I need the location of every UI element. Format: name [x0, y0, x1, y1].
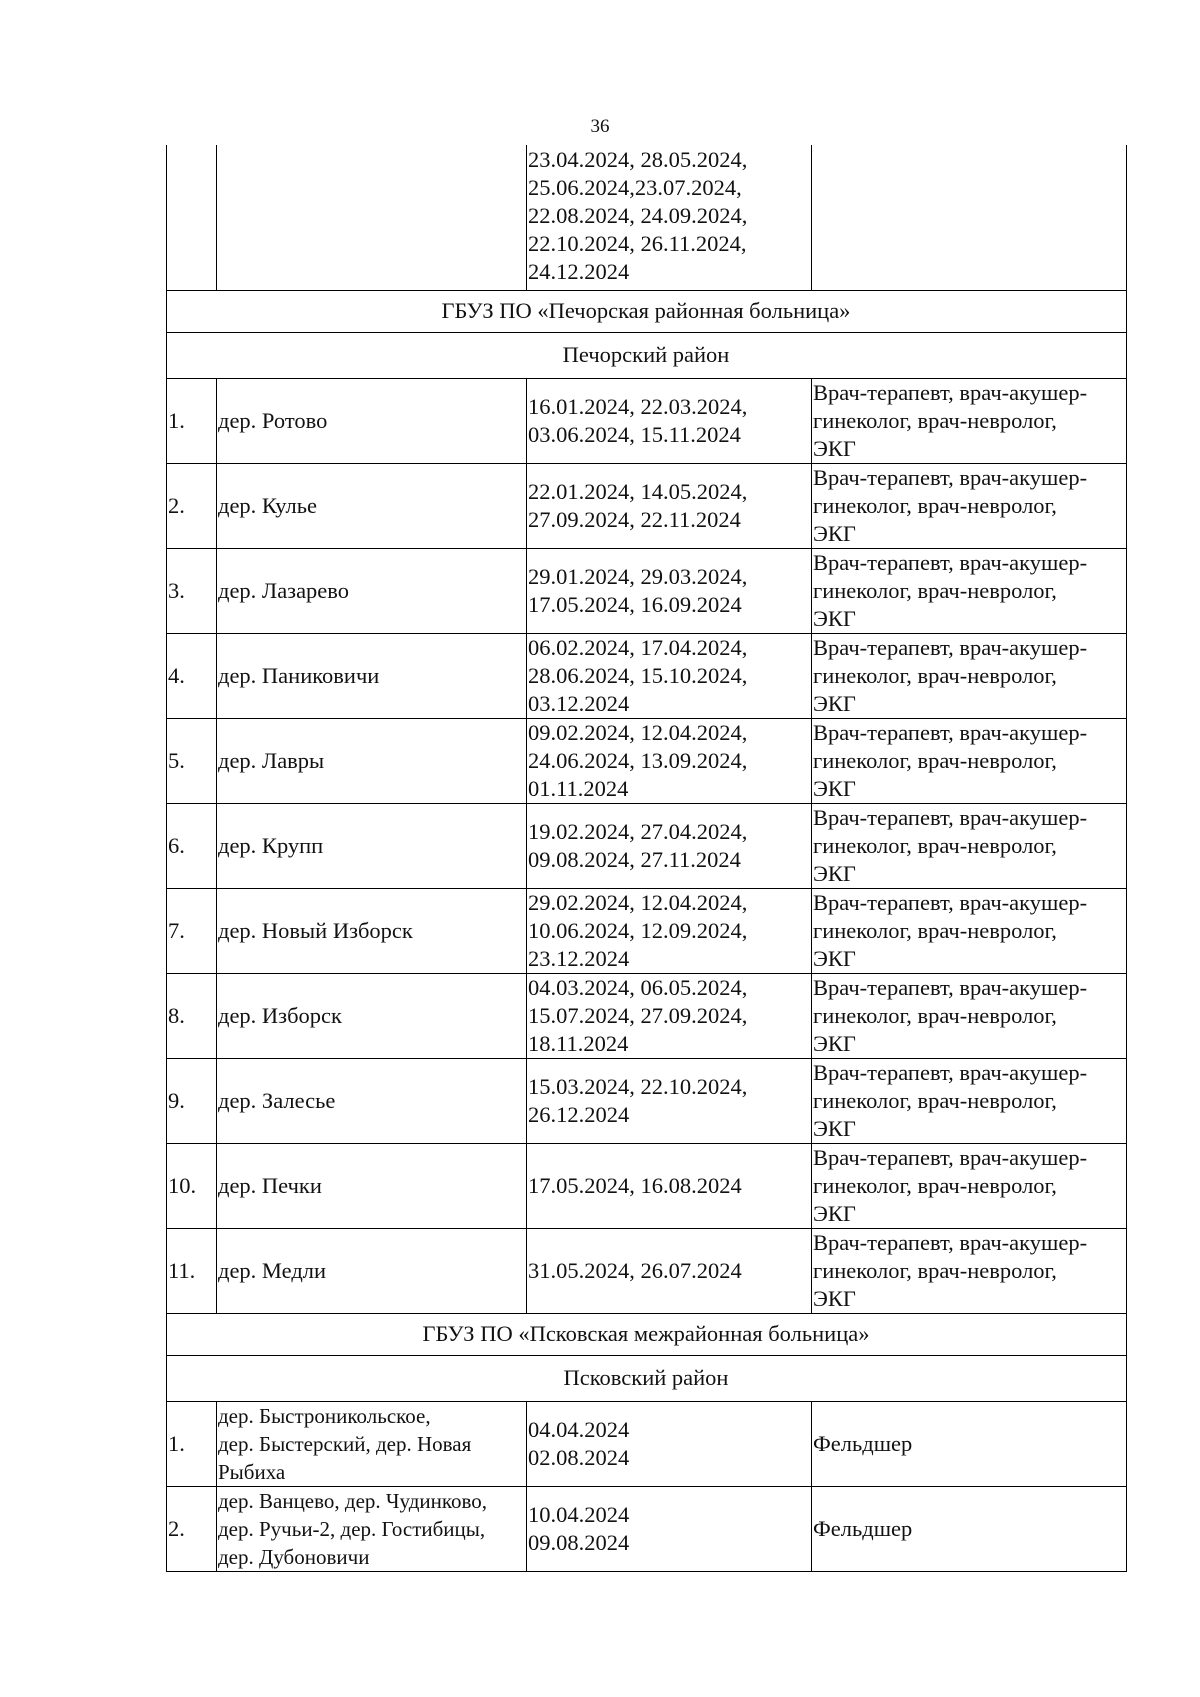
text-line: ЭКГ	[813, 605, 856, 631]
specialists	[812, 378, 1127, 463]
text-line: Врач-терапевт, врач-акушер-	[813, 1059, 1088, 1085]
text-line: 09.08.2024, 27.11.2024	[528, 846, 741, 872]
text-line: гинеколог, врач-невролог,	[813, 1087, 1057, 1113]
text-line: ЭКГ	[813, 435, 856, 461]
text-line: Врач-терапевт, врач-акушер-	[813, 804, 1088, 830]
text-line: гинеколог, врач-невролог,	[813, 662, 1057, 688]
place-name: дер. Печки	[217, 1143, 527, 1228]
visit-dates	[527, 718, 812, 803]
text-line: гинеколог, врач-невролог,	[813, 577, 1057, 603]
specialists	[812, 463, 1127, 548]
text-line: 19.02.2024, 27.04.2024,	[528, 818, 748, 844]
place-name: дер. Крупп	[217, 803, 527, 888]
table-row	[167, 803, 1127, 888]
text-line: Врач-терапевт, врач-акушер-	[813, 549, 1088, 575]
text-line: ЭКГ	[813, 1115, 856, 1141]
text-line: Врач-терапевт, врач-акушер-	[813, 464, 1088, 490]
table-row	[167, 973, 1127, 1058]
row-number: 1.	[167, 1401, 217, 1486]
visit-dates	[527, 633, 812, 718]
text-line: 31.05.2024, 26.07.2024	[528, 1257, 742, 1283]
text-line: ЭКГ	[813, 945, 856, 971]
visit-dates	[527, 973, 812, 1058]
text-line: 23.12.2024	[528, 945, 630, 971]
text-line: 29.01.2024, 29.03.2024,	[528, 563, 748, 589]
place-name: дер. Медли	[217, 1228, 527, 1313]
date-line: 25.06.2024,23.07.2024,	[528, 175, 742, 200]
text-line: гинеколог, врач-невролог,	[813, 492, 1057, 518]
schedule-table	[166, 145, 1127, 1572]
place-name: дер. Ротово	[217, 378, 527, 463]
text-line: 04.03.2024, 06.05.2024,	[528, 974, 748, 1000]
row-number: 9.	[167, 1058, 217, 1143]
text-line: 09.02.2024, 12.04.2024,	[528, 719, 748, 745]
text-line: Врач-терапевт, врач-акушер-	[813, 1229, 1088, 1255]
num-cell	[167, 145, 217, 290]
organization-title: ГБУЗ ПО «Печорская районная больница»	[167, 290, 1127, 332]
text-line: 03.06.2024, 15.11.2024	[528, 421, 741, 447]
text-line: 22.01.2024, 14.05.2024,	[528, 478, 748, 504]
text-line: Врач-терапевт, врач-акушер-	[813, 719, 1088, 745]
specialists	[812, 633, 1127, 718]
text-line: ЭКГ	[813, 775, 856, 801]
district-row	[167, 332, 1127, 378]
text-line: Врач-терапевт, врач-акушер-	[813, 889, 1088, 915]
text-line: гинеколог, врач-невролог,	[813, 747, 1057, 773]
row-number: 6.	[167, 803, 217, 888]
text-line: Врач-терапевт, врач-акушер-	[813, 634, 1088, 660]
date-line: 23.04.2024, 28.05.2024,	[528, 147, 748, 172]
place-name: дер. Новый Изборск	[217, 888, 527, 973]
place-name: дер. Изборск	[217, 973, 527, 1058]
table-row	[167, 1143, 1127, 1228]
row-number: 7.	[167, 888, 217, 973]
place-name: дер. Паниковичи	[217, 633, 527, 718]
text-line: ЭКГ	[813, 690, 856, 716]
table-row	[167, 718, 1127, 803]
text-line: 02.08.2024	[528, 1444, 630, 1470]
text-line: 17.05.2024, 16.08.2024	[528, 1172, 742, 1198]
visit-dates	[527, 378, 812, 463]
visit-dates	[527, 463, 812, 548]
visit-dates	[527, 1143, 812, 1228]
text-line: гинеколог, врач-невролог,	[813, 917, 1057, 943]
text-line: ЭКГ	[813, 1030, 856, 1056]
text-line: гинеколог, врач-невролог,	[813, 832, 1057, 858]
text-line: 26.12.2024	[528, 1101, 630, 1127]
table-row	[167, 1228, 1127, 1313]
place-name: дер. Лавры	[217, 718, 527, 803]
specialists	[812, 1143, 1127, 1228]
text-line: гинеколог, врач-невролог,	[813, 1172, 1057, 1198]
row-number: 8.	[167, 973, 217, 1058]
visit-dates	[527, 1401, 812, 1486]
row-number: 1.	[167, 378, 217, 463]
specialists	[812, 803, 1127, 888]
row-number: 2.	[167, 463, 217, 548]
page-number: 36	[590, 116, 610, 137]
text-line: 29.02.2024, 12.04.2024,	[528, 889, 748, 915]
text-line: 17.05.2024, 16.09.2024	[528, 591, 742, 617]
specialists	[812, 1486, 1127, 1571]
row-number: 4.	[167, 633, 217, 718]
text-line: 03.12.2024	[528, 690, 630, 716]
text-line: Врач-терапевт, врач-акушер-	[813, 974, 1088, 1000]
organization-row	[167, 1313, 1127, 1355]
row-number: 2.	[167, 1486, 217, 1571]
specialists	[812, 1058, 1127, 1143]
visit-dates	[527, 1486, 812, 1571]
text-line: 06.02.2024, 17.04.2024,	[528, 634, 748, 660]
text-line: ЭКГ	[813, 520, 856, 546]
table-row	[167, 1486, 1127, 1571]
specialists-cell	[812, 145, 1127, 290]
visit-dates	[527, 548, 812, 633]
row-number: 10.	[167, 1143, 217, 1228]
text-line: ЭКГ	[813, 1285, 856, 1311]
text-line: Врач-терапевт, врач-акушер-	[813, 1144, 1088, 1170]
table-row	[167, 1058, 1127, 1143]
text-line: Фельдшер	[813, 1430, 913, 1456]
place-name: дер. Кулье	[217, 463, 527, 548]
visit-dates	[527, 1228, 812, 1313]
specialists	[812, 1401, 1127, 1486]
district-row	[167, 1355, 1127, 1401]
district-title: Псковский район	[167, 1355, 1127, 1401]
text-line: гинеколог, врач-невролог,	[813, 407, 1057, 433]
text-line: дер. Дубоновичи	[218, 1544, 370, 1569]
dates-cell	[527, 145, 812, 290]
text-line: 24.06.2024, 13.09.2024,	[528, 747, 748, 773]
text-line: 10.04.2024	[528, 1501, 630, 1527]
specialists	[812, 973, 1127, 1058]
text-line: дер. Быстерский, дер. Новая	[218, 1431, 472, 1456]
table-row	[167, 548, 1127, 633]
text-line: дер. Ванцево, дер. Чудинково,	[218, 1488, 488, 1513]
table-row	[167, 378, 1127, 463]
text-line: ЭКГ	[813, 860, 856, 886]
text-line: ЭКГ	[813, 1200, 856, 1226]
text-line: дер. Быстроникольское,	[218, 1403, 431, 1428]
text-line: 18.11.2024	[528, 1030, 629, 1056]
table-row	[167, 888, 1127, 973]
section-rows	[167, 378, 1127, 1313]
text-line: 09.08.2024	[528, 1529, 630, 1555]
text-line: 15.07.2024, 27.09.2024,	[528, 1002, 748, 1028]
visit-dates	[527, 803, 812, 888]
place-name	[217, 1401, 527, 1486]
place-name: дер. Лазарево	[217, 548, 527, 633]
text-line: 16.01.2024, 22.03.2024,	[528, 393, 748, 419]
table-row	[167, 633, 1127, 718]
text-line: 04.04.2024	[528, 1416, 630, 1442]
text-line: Рыбиха	[218, 1459, 286, 1484]
table-row	[167, 1401, 1127, 1486]
place-name: дер. Залесье	[217, 1058, 527, 1143]
date-line: 22.10.2024, 26.11.2024,	[528, 231, 747, 256]
text-line: Врач-терапевт, врач-акушер-	[813, 379, 1088, 405]
text-line: 28.06.2024, 15.10.2024,	[528, 662, 748, 688]
organization-title: ГБУЗ ПО «Псковская межрайонная больница»	[167, 1313, 1127, 1355]
text-line: 15.03.2024, 22.10.2024,	[528, 1073, 748, 1099]
visit-dates	[527, 888, 812, 973]
specialists	[812, 1228, 1127, 1313]
section-rows	[167, 1401, 1127, 1571]
row-number: 5.	[167, 718, 217, 803]
text-line: гинеколог, врач-невролог,	[813, 1257, 1057, 1283]
text-line: 01.11.2024	[528, 775, 629, 801]
text-line: 27.09.2024, 22.11.2024	[528, 506, 741, 532]
specialists	[812, 888, 1127, 973]
specialists	[812, 718, 1127, 803]
place-name	[217, 1486, 527, 1571]
table-row	[167, 463, 1127, 548]
visit-dates	[527, 1058, 812, 1143]
row-number: 11.	[167, 1228, 217, 1313]
specialists	[812, 548, 1127, 633]
text-line: 10.06.2024, 12.09.2024,	[528, 917, 748, 943]
place-cell	[217, 145, 527, 290]
text-line: гинеколог, врач-невролог,	[813, 1002, 1057, 1028]
row-number: 3.	[167, 548, 217, 633]
organization-row	[167, 290, 1127, 332]
continuation-row	[167, 145, 1127, 290]
district-title: Печорский район	[167, 332, 1127, 378]
text-line: Фельдшер	[813, 1515, 913, 1541]
text-line: дер. Ручьи-2, дер. Гостибицы,	[218, 1516, 486, 1541]
date-line: 24.12.2024	[528, 259, 630, 284]
date-line: 22.08.2024, 24.09.2024,	[528, 203, 748, 228]
